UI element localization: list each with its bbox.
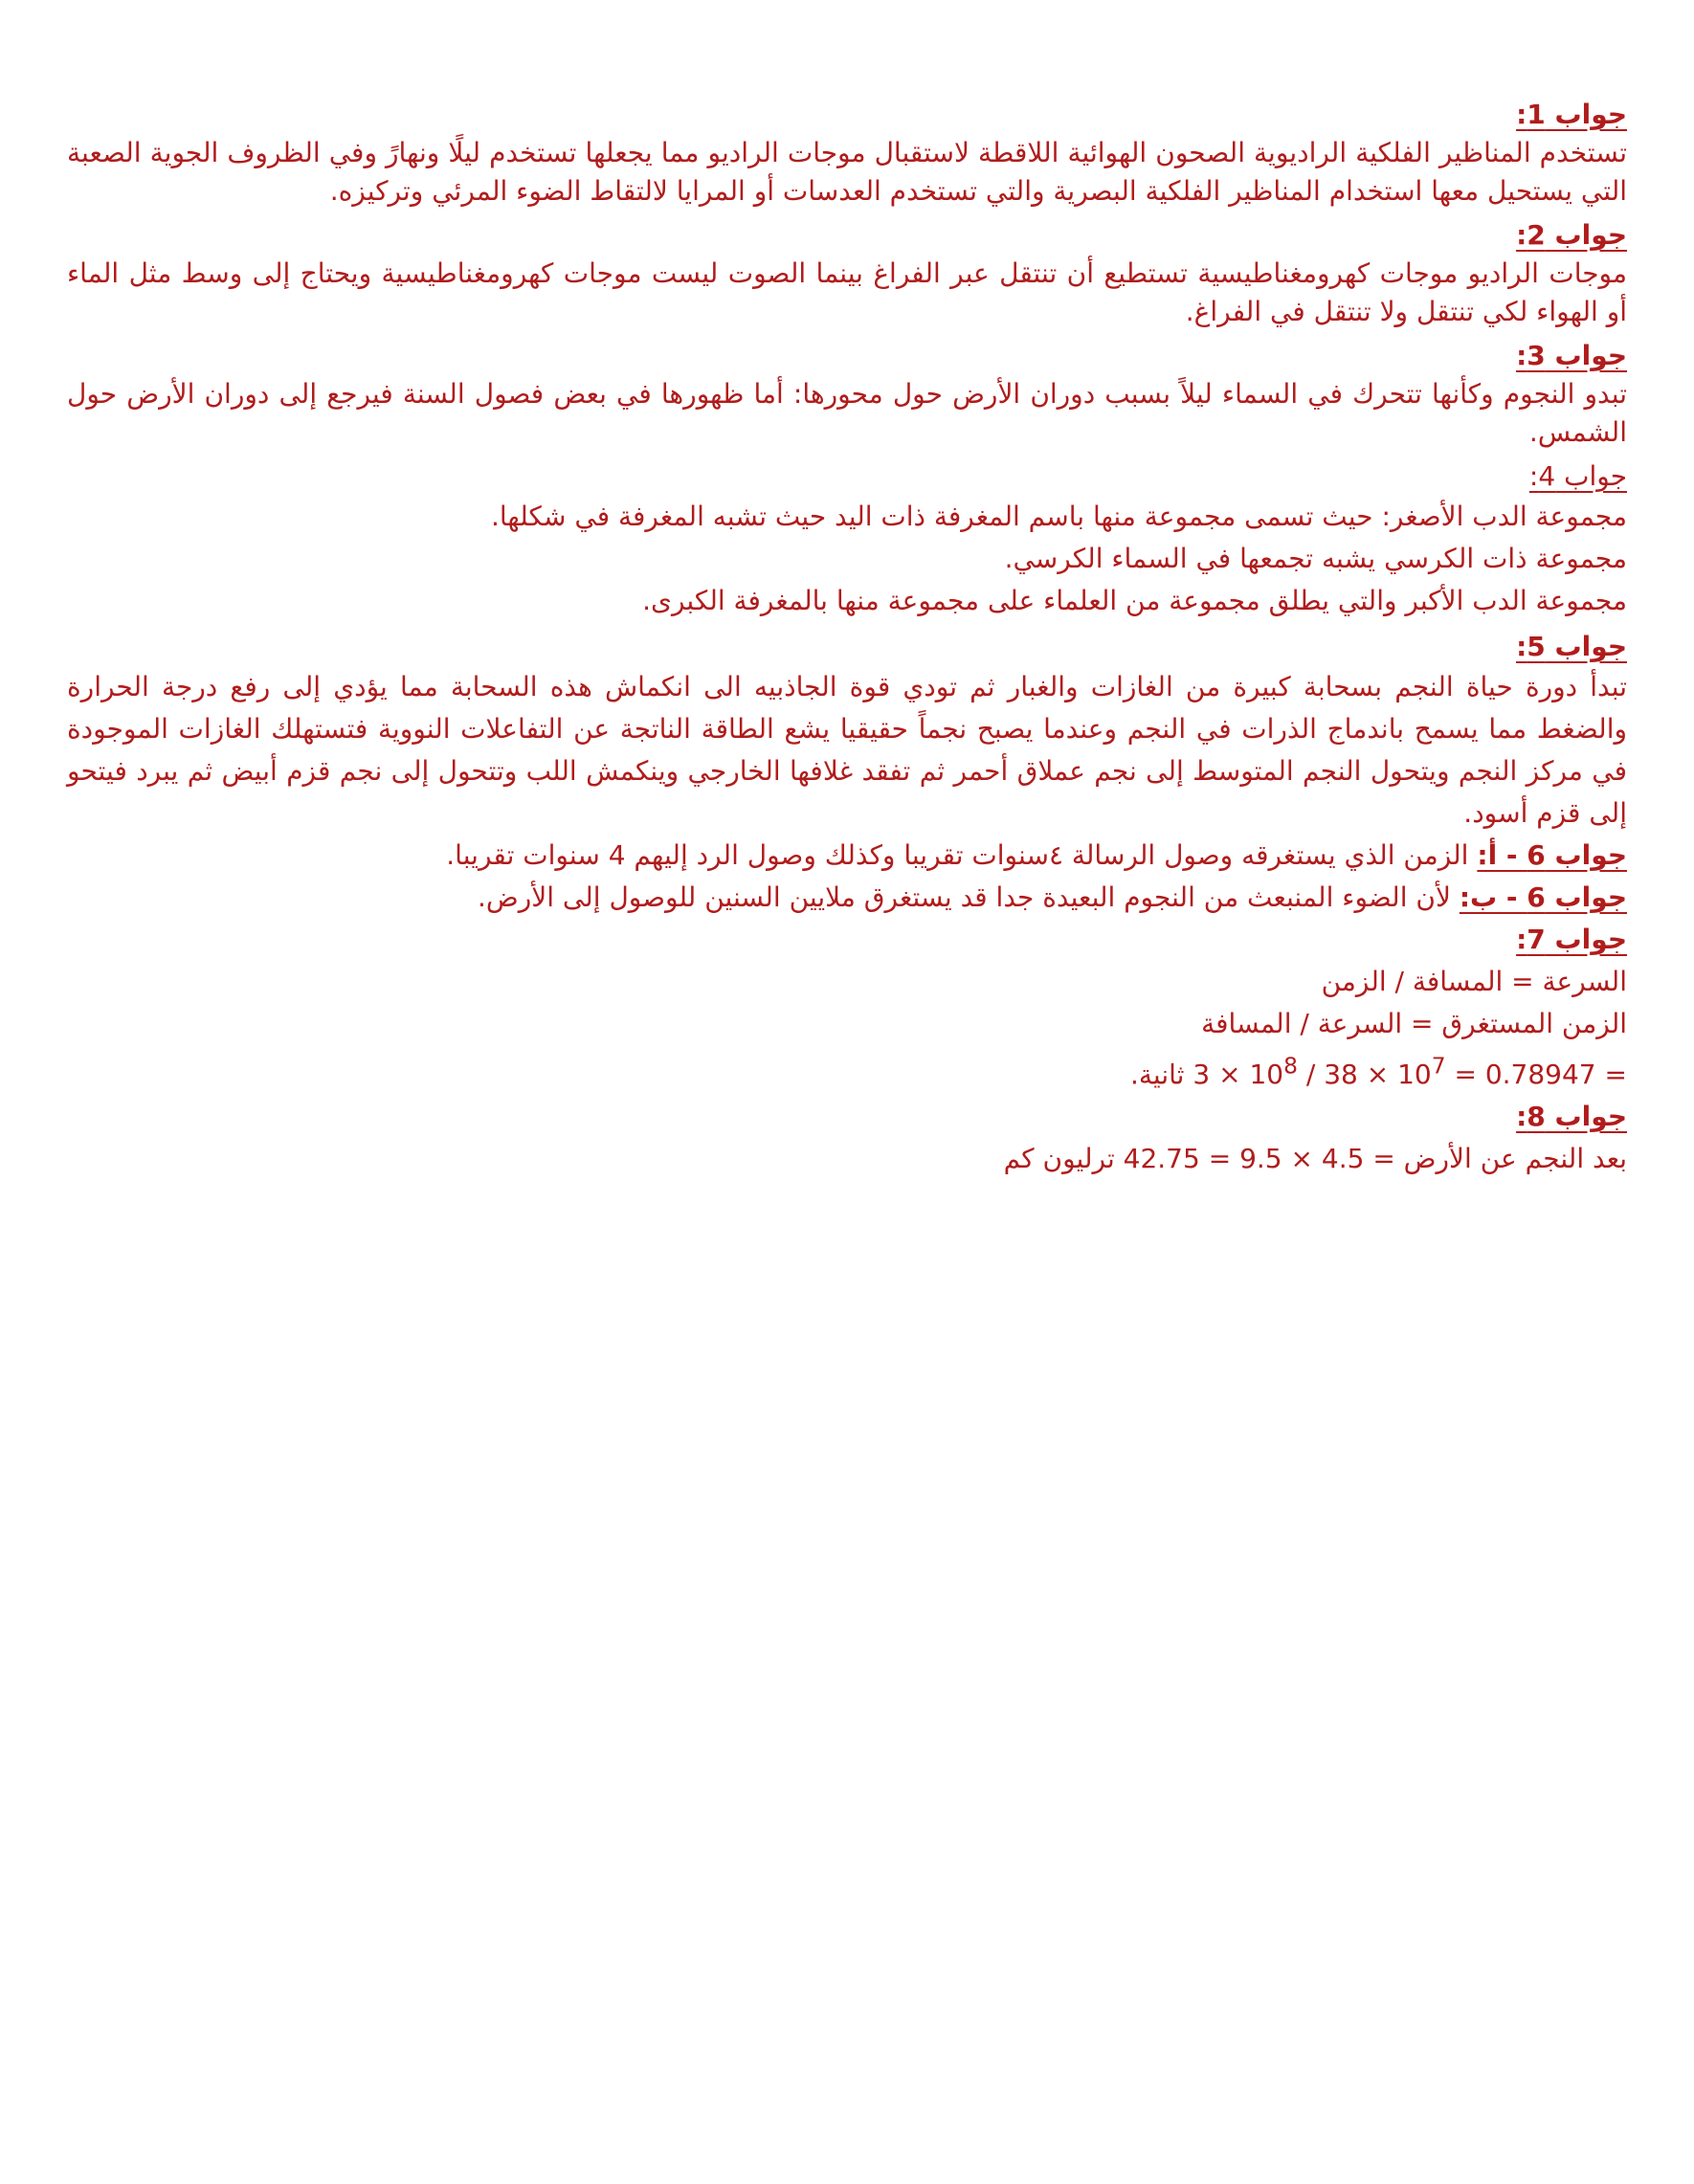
- answer-7-heading: جواب 7:: [1516, 924, 1627, 955]
- answer-7-calc-prefix: =: [1595, 1059, 1627, 1091]
- answer-7-formula-1: السرعة = المسافة / الزمن: [1321, 966, 1627, 997]
- answer-2-heading: جواب 2:: [1516, 219, 1627, 251]
- answer-2-text: موجات الراديو موجات كهرومغناطيسية تستطيع أن تنتقل عبر الفراغ بينما الصوت ليست موجات كهرومغناطيسية ويحتاج إلى وسط مثل الماء أو الهواء لكي تنتقل ولا تنتقل في الفراغ.: [67, 257, 1627, 327]
- answer-4-line: مجموعة الدب الأكبر والتي يطلق مجموعة من العلماء على مجموعة منها بالمغرفة الكبرى.: [642, 585, 1627, 616]
- answer-3-heading: جواب 3:: [1516, 340, 1627, 371]
- answer-6a: [67, 835, 1627, 877]
- answer-1-text: تستخدم المناظير الفلكية الراديوية الصحون الهوائية اللاقطة لاستقبال موجات الراديو مما يجعلها تستخدم ليلًا ونهارً وفي الظروف الجوية الصعبة التي يستحيل معها استخدام المناظير الفلكية البصرية والتي تستخدم العدسات أو المرايا لالتقاط الضوء المرئي وتركيزه.: [67, 137, 1627, 207]
- answer-8-heading: جواب 8:: [1516, 1101, 1627, 1133]
- answer-6a-text: الزمن الذي يستغرقه وصول الرسالة ٤سنوات تقريبا وكذلك وصول الرد إليهم 4 سنوات تقريبا.: [446, 839, 1469, 871]
- answer-4-line: مجموعة ذات الكرسي يشبه تجمعها في السماء الكرسي.: [1004, 543, 1627, 574]
- answer-1-heading: جواب 1:: [1516, 99, 1627, 130]
- answer-3-text: تبدو النجوم وكأنها تتحرك في السماء ليلاً بسبب دوران الأرض حول محورها: أما ظهورها في بعض فصول السنة فيرجع إلى دوران الأرض حول الشمس.: [67, 378, 1627, 448]
- answer-7-calc-expression: $3 \times 10^8 / 38 \times 10^7 = 0.78947$: [1192, 1053, 1596, 1091]
- answer-5-text: تبدأ دورة حياة النجم بسحابة كبيرة من الغازات والغبار ثم تودي قوة الجاذبيه الى انكماش هذه السحابة مما يؤدي إلى رفع درجة الحرارة والضغط مما يسمح باندماج الذرات في النجم وعندما يصبح نجماً حقيقيا يشع الطاقة الناتجة عن التفاعلات النووية فتستهلك الغازات الموجودة في مركز النجم ويتحول النجم المتوسط إلى نجم عملاق أحمر ثم تفقد غلافها الخارجي وينكمش اللب وتتحول إلى نجم قزم أبيض ثم يبرد فيتحو إلى قزم أسود.: [67, 671, 1627, 829]
- answer-6a-heading: جواب 6 - أ:: [1477, 839, 1627, 871]
- answer-4-line: مجموعة الدب الأصغر: حيث تسمى مجموعة منها باسم المغرفة ذات اليد حيث تشبه المغرفة في شكلها.: [490, 501, 1627, 532]
- answer-7-calculation: [67, 1045, 1627, 1096]
- answers-document: [67, 96, 1627, 1180]
- answer-5-heading: جواب 5:: [1516, 631, 1627, 662]
- answer-7-formula-2: الزمن المستغرق = السرعة / المسافة: [1201, 1008, 1627, 1039]
- answer-8-text: بعد النجم عن الأرض = 4.5 × 9.5 = 42.75 ترليون كم: [1003, 1143, 1627, 1175]
- answer-6b-heading: جواب 6 - ب:: [1459, 881, 1627, 913]
- answer-6b-text: لأن الضوء المنبعث من النجوم البعيدة جدا قد يستغرق ملايين السنين للوصول إلى الأرض.: [477, 881, 1451, 913]
- answer-6b: [67, 877, 1627, 919]
- answer-4-heading: جواب 4:: [1528, 460, 1627, 492]
- answer-7-calc-unit: ثانية.: [1130, 1059, 1193, 1091]
